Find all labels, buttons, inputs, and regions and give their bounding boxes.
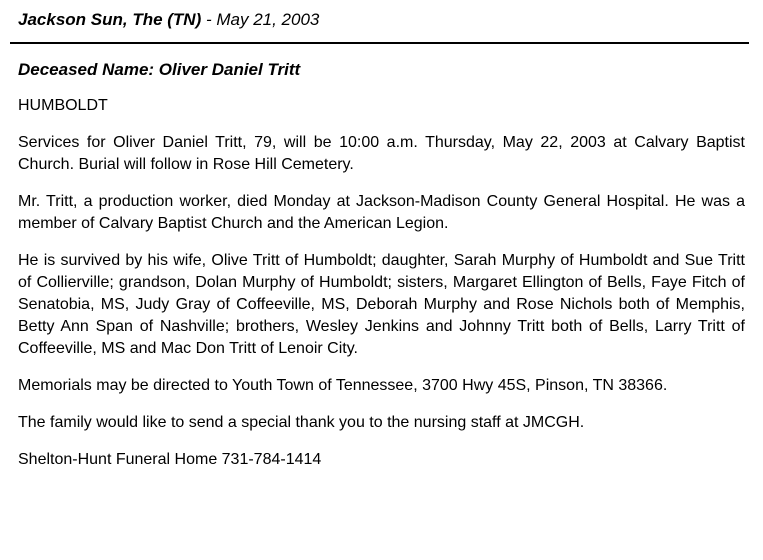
deceased-name: Deceased Name: Oliver Daniel Tritt — [18, 60, 301, 79]
funeral-home-line: Shelton-Hunt Funeral Home 731-784-1414 — [18, 451, 322, 468]
publication-date: May 21, 2003 — [216, 10, 320, 29]
header-divider — [10, 42, 749, 44]
location-dateline: HUMBOLDT — [18, 97, 108, 114]
header-separator: - — [201, 10, 217, 29]
article-header — [18, 8, 319, 32]
memorials-paragraph: Memorials may be directed to Youth Town of Tennessee, 3700 Hwy 45S, Pinson, TN 38366. — [18, 377, 668, 394]
services-paragraph: Services for Oliver Daniel Tritt, 79, will be 10:00 a.m. Thursday, May 22, 2003 at Calvary Baptist Church. Burial will follow in Rose Hill Cemetery. — [18, 134, 745, 173]
obituary-body — [18, 58, 745, 486]
newspaper-name: Jackson Sun, The (TN) — [18, 10, 202, 29]
biography-paragraph: Mr. Tritt, a production worker, died Monday at Jackson-Madison County General Hospital. He was a member of Calvary Baptist Church and the American Legion. — [18, 193, 745, 232]
thank-you-paragraph: The family would like to send a special thank you to the nursing staff at JMCGH. — [18, 414, 585, 431]
survivors-paragraph: He is survived by his wife, Olive Tritt of Humboldt; daughter, Sarah Murphy of Humboldt and Sue Tritt of Collierville; grandson, Dolan Murphy of Humboldt; sisters, Margaret Ellington of Bells, Faye Fitch of Senatobia, MS, Judy Gray of Coffeeville, MS, Deborah Murphy and Rose Nichols both of Memphis, Betty Ann Span of Nashville; brothers, Wesley Jenkins and Johnny Tritt both of Bells, Larry Tritt of Coffeeville, MS and Mac Don Tritt of Lenoir City. — [18, 252, 745, 357]
